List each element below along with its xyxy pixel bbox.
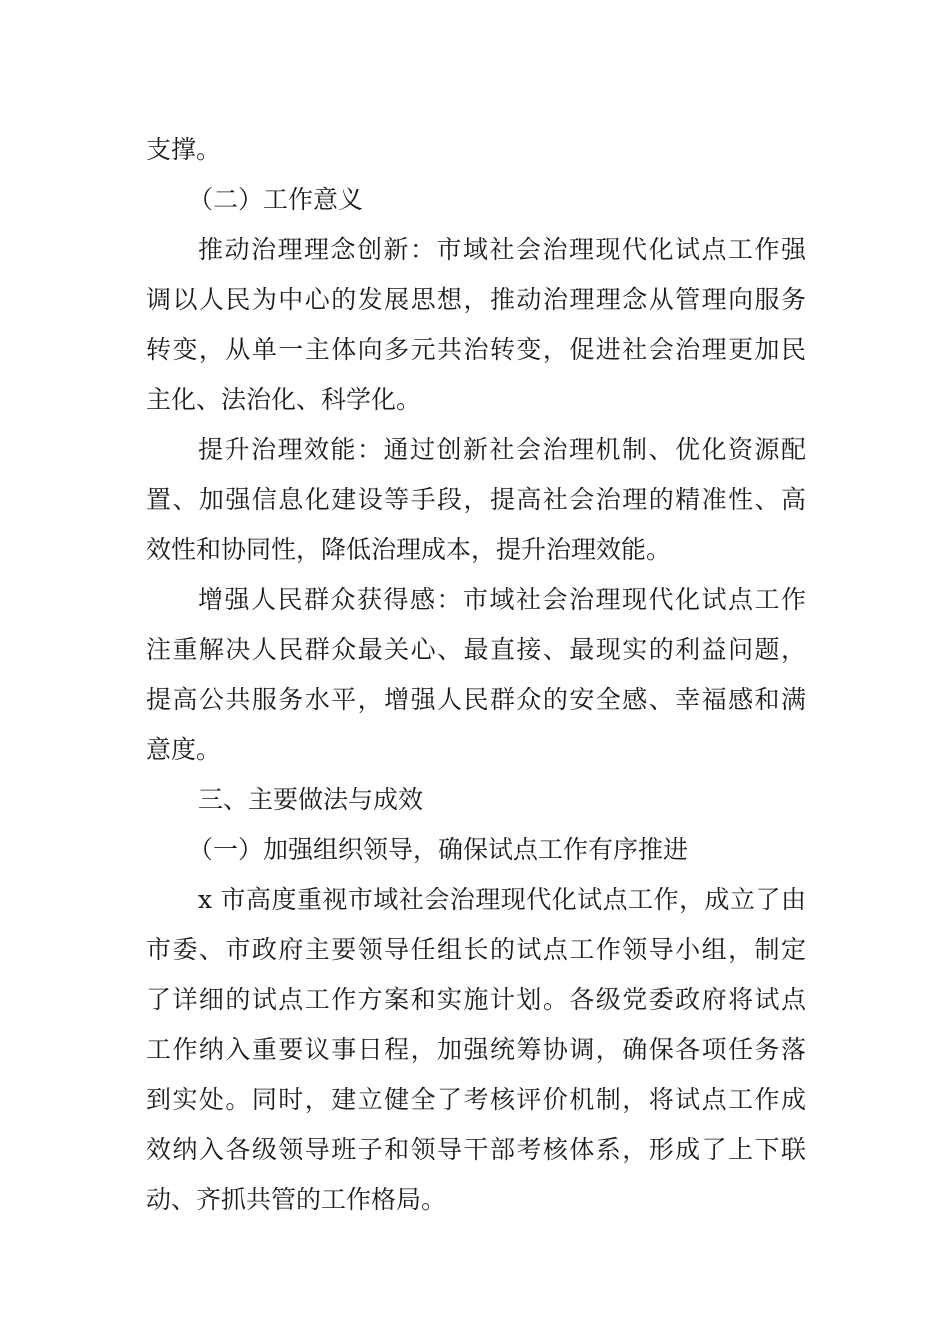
paragraph-line: 到实处。同时，建立健全了考核评价机制，将试点工作成 — [146, 1085, 806, 1114]
paragraph-line: 了详细的试点工作方案和实施计划。各级党委政府将试点 — [146, 985, 806, 1014]
paragraph-line: 主化、法治化、科学化。 — [146, 385, 422, 414]
section-heading: （二）工作意义 — [188, 185, 364, 214]
paragraph-line: 提高公共服务水平，增强人民群众的安全感、幸福感和满 — [146, 685, 806, 714]
paragraph-line: 增强人民群众获得感：市域社会治理现代化试点工作 — [198, 585, 806, 614]
section-heading: 三、主要做法与成效 — [198, 785, 424, 814]
paragraph-line: 注重解决人民群众最关心、最直接、最现实的利益问题， — [146, 635, 806, 664]
paragraph-line: 转变，从单一主体向多元共治转变，促进社会治理更加民 — [146, 335, 806, 364]
paragraph-line: 动、齐抓共管的工作格局。 — [146, 1185, 447, 1214]
paragraph-line: 效纳入各级领导班子和领导干部考核体系，形成了上下联 — [146, 1135, 806, 1164]
paragraph-line: 置、加强信息化建设等手段，提高社会治理的精准性、高 — [146, 485, 806, 514]
paragraph-line: 推动治理理念创新：市域社会治理现代化试点工作强 — [198, 235, 806, 264]
paragraph-line: 意度。 — [146, 735, 222, 764]
paragraph-line: 支撑。 — [146, 135, 222, 164]
paragraph-line: 效性和协同性，降低治理成本，提升治理效能。 — [146, 535, 672, 564]
paragraph-line: 市委、市政府主要领导任组长的试点工作领导小组，制定 — [146, 935, 806, 964]
paragraph-line: 工作纳入重要议事日程，加强统筹协调，确保各项任务落 — [146, 1035, 806, 1064]
subsection-heading: （一）加强组织领导，确保试点工作有序推进 — [188, 835, 689, 864]
paragraph-line: x 市高度重视市域社会治理现代化试点工作，成立了由 — [198, 885, 806, 914]
paragraph-line: 提升治理效能：通过创新社会治理机制、优化资源配 — [198, 435, 806, 464]
paragraph-line: 调以人民为中心的发展思想，推动治理理念从管理向服务 — [146, 285, 806, 314]
